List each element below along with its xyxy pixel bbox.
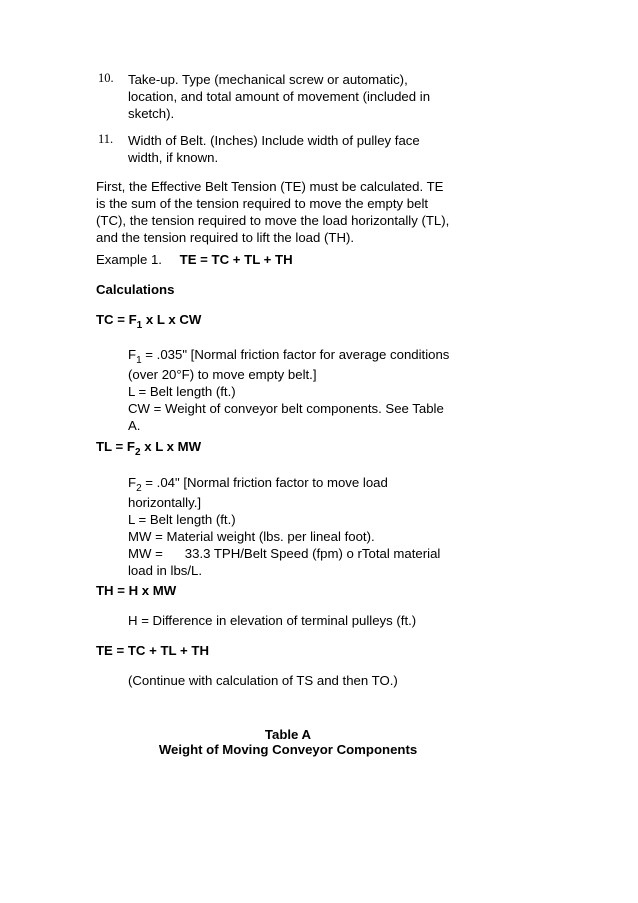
te-formula: TE = TC + TL + TH <box>96 643 209 658</box>
th-description: H = Difference in elevation of terminal pulleys (ft.) <box>128 613 417 628</box>
example-formula: TE = TC + TL + TH <box>179 252 293 267</box>
example-label: Example 1. <box>96 252 162 267</box>
text-line: load in lbs/L. <box>128 563 203 578</box>
calculations-heading: Calculations <box>96 282 175 297</box>
list-item-take-up <box>128 71 458 122</box>
text-line <box>128 346 458 366</box>
list-number-10: 10. <box>98 71 114 85</box>
text-line: width, if known. <box>128 150 219 165</box>
text-line: sketch). <box>128 106 175 121</box>
text-line: L = Belt length (ft.) <box>128 384 236 399</box>
text-line: MW = Material weight (lbs. per lineal foot). <box>128 529 375 544</box>
factor-symbol: F <box>128 475 137 490</box>
table-title: Table A <box>264 727 312 742</box>
list-item-belt-width <box>128 132 458 166</box>
formula-text: TL = F <box>96 439 135 454</box>
tl-formula <box>96 438 456 458</box>
table-subtitle: Weight of Moving Conveyor Components <box>158 742 418 757</box>
text-line: Take-up. Type (mechanical screw or automatic), <box>128 72 408 87</box>
factor-subscript: 1 <box>136 355 142 366</box>
formula-subscript: 1 <box>136 320 143 331</box>
factor-subscript: 2 <box>136 483 142 494</box>
text-line: location, and total amount of movement (included in <box>128 89 431 104</box>
text-line: A. <box>128 418 141 433</box>
text-line: (TC), the tension required to move the load horizontally (TL), <box>96 213 450 228</box>
text-line: First, the Effective Belt Tension (TE) must be calculated. TE <box>96 179 444 194</box>
text-line: (over 20°F) to move empty belt.] <box>128 367 317 382</box>
text-line: horizontally.] <box>128 495 202 510</box>
factor-symbol: F <box>128 347 137 362</box>
factor-description: = .04" [Normal friction factor to move load <box>141 475 388 490</box>
text-line: Width of Belt. (Inches) Include width of pulley face <box>128 133 420 148</box>
example-line <box>96 251 456 268</box>
text-line: and the tension required to lift the load (TH). <box>96 230 355 245</box>
intro-paragraph <box>96 178 466 246</box>
text-line: MW = 33.3 TPH/Belt Speed (fpm) o rTotal material <box>128 546 441 561</box>
factor-description: = .035" [Normal friction factor for average conditions <box>141 347 450 362</box>
text-line: L = Belt length (ft.) <box>128 512 236 527</box>
tl-definitions <box>128 474 458 579</box>
text-line: CW = Weight of conveyor belt components. See Table <box>128 401 444 416</box>
formula-text: TC = F <box>96 312 137 327</box>
th-formula: TH = H x MW <box>96 583 177 598</box>
list-number-11: 11. <box>98 132 114 146</box>
text-line <box>128 474 458 494</box>
formula-subscript: 2 <box>134 447 141 458</box>
formula-text: x L x CW <box>142 312 202 327</box>
tc-definitions <box>128 346 458 434</box>
tc-formula <box>96 311 456 331</box>
text-line: is the sum of the tension required to move the empty belt <box>96 196 429 211</box>
te-note: (Continue with calculation of TS and then TO.) <box>128 673 398 688</box>
formula-text: x L x MW <box>140 439 202 454</box>
